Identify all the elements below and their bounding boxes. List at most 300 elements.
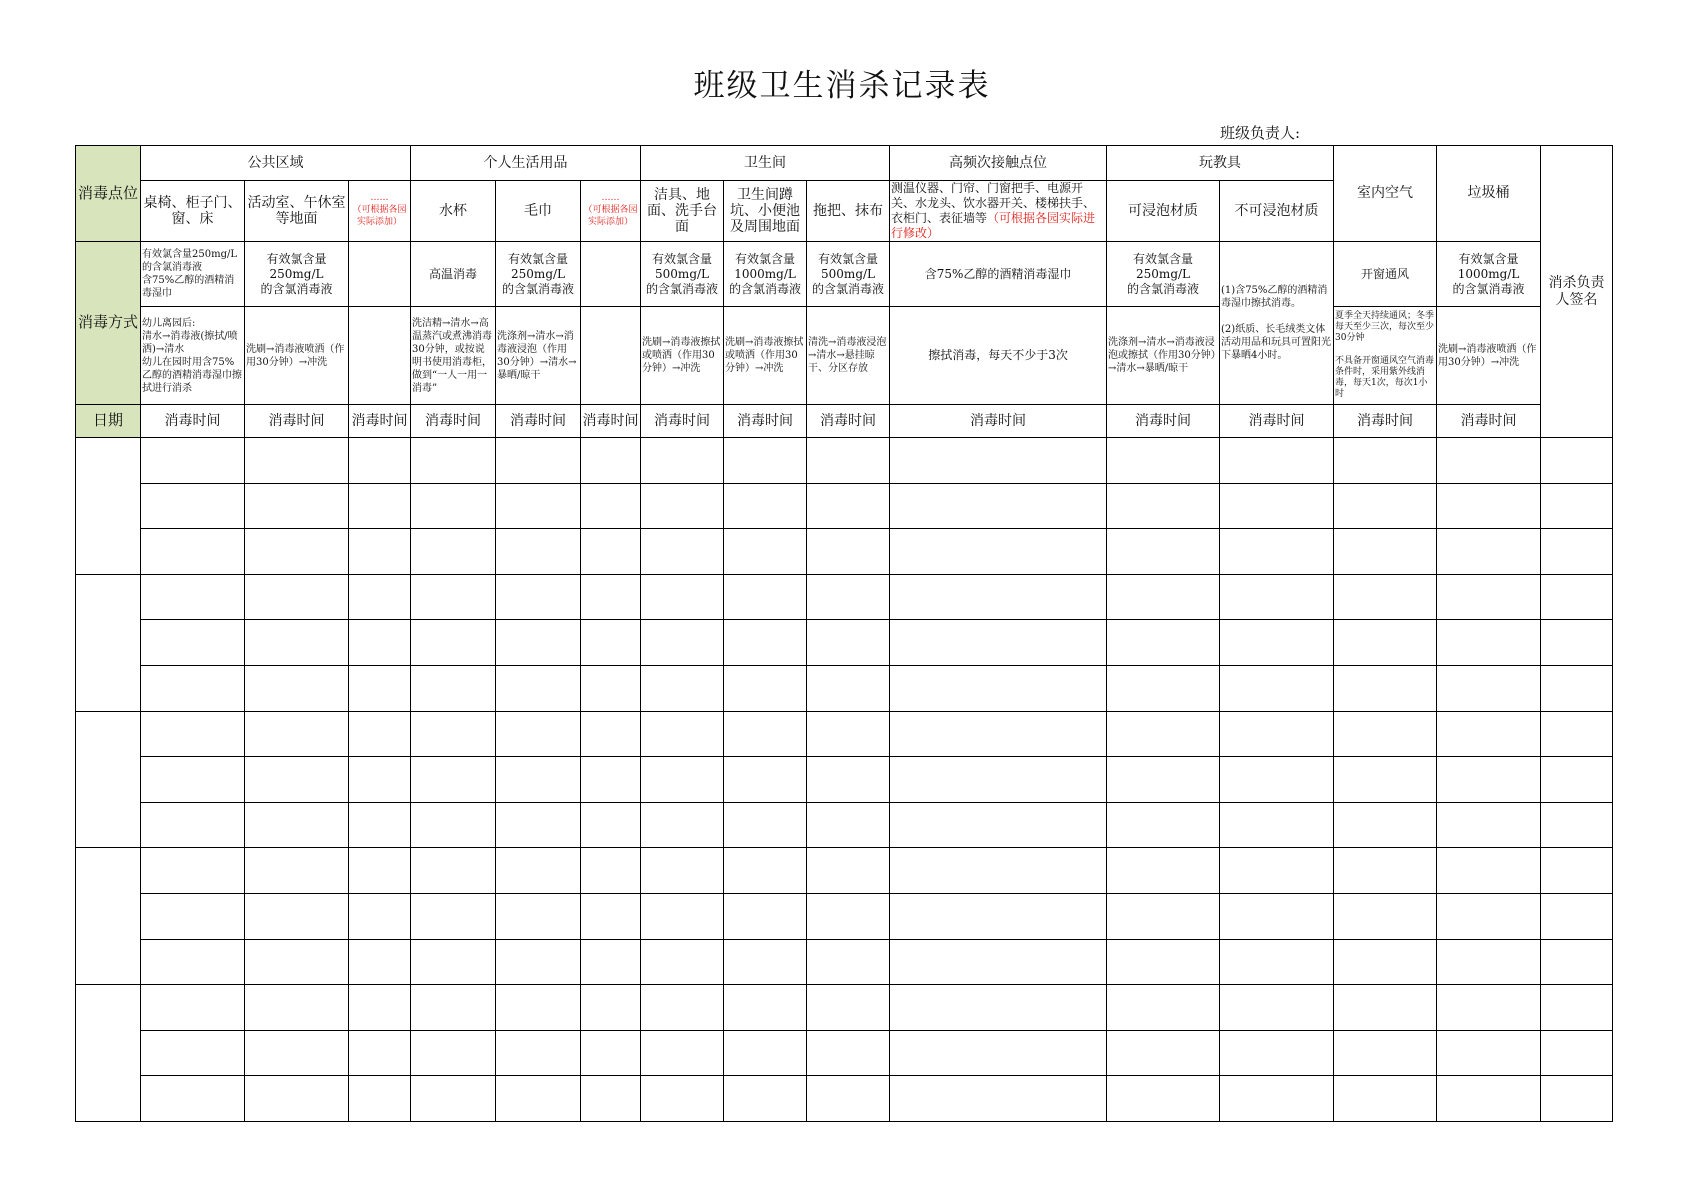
date-cell[interactable] (76, 848, 141, 985)
proc-touch: 擦拭消毒，每天不少于3次 (890, 307, 1107, 405)
record-cell[interactable] (581, 438, 641, 484)
record-cell[interactable] (1541, 939, 1613, 985)
record-cell[interactable] (496, 1030, 581, 1076)
record-cell[interactable] (411, 893, 496, 939)
sub-soak: 可浸泡材质 (1107, 181, 1220, 242)
table-row (76, 1030, 1613, 1076)
record-cell[interactable] (496, 665, 581, 711)
record-cell[interactable] (349, 483, 411, 529)
time-header: 消毒时间 (724, 405, 807, 438)
proc-towel: 洗涤剂→清水→消毒液浸泡（作用30分钟）→清水→暴晒/晾干 (496, 307, 581, 405)
record-cell[interactable] (496, 757, 581, 803)
sub-touch (890, 181, 1107, 242)
conc-touch: 含75%乙醇的酒精消毒湿巾 (890, 242, 1107, 307)
record-cell[interactable] (807, 711, 890, 757)
record-cell[interactable] (1541, 1076, 1613, 1122)
record-cell[interactable] (581, 483, 641, 529)
record-cell[interactable] (807, 893, 890, 939)
table-row (76, 757, 1613, 803)
record-cell[interactable] (807, 620, 890, 666)
record-cell[interactable] (1437, 893, 1541, 939)
record-cell[interactable] (349, 1030, 411, 1076)
proc-personal-extra (581, 307, 641, 405)
record-cell[interactable] (1437, 1030, 1541, 1076)
record-cell[interactable] (496, 1076, 581, 1122)
group-touch: 高频次接触点位 (890, 146, 1107, 181)
record-cell[interactable] (349, 438, 411, 484)
record-cell[interactable] (349, 848, 411, 894)
time-header: 消毒时间 (807, 405, 890, 438)
record-cell[interactable] (1541, 757, 1613, 803)
record-cell[interactable] (496, 711, 581, 757)
record-cell[interactable] (1334, 665, 1437, 711)
record-cell[interactable] (1220, 985, 1334, 1031)
conc-soak: 有效氯含量 250mg/L 的含氯消毒液 (1107, 242, 1220, 307)
record-cell[interactable] (496, 574, 581, 620)
proc-floor: 洗刷→消毒液喷洒（作用30分钟）→冲洗 (245, 307, 349, 405)
record-cell[interactable] (411, 665, 496, 711)
table-row (76, 802, 1613, 848)
record-cell[interactable] (1334, 939, 1437, 985)
sub-personal-extra (581, 181, 641, 242)
record-cell[interactable] (141, 620, 245, 666)
record-cell[interactable] (349, 1076, 411, 1122)
record-cell[interactable] (1220, 574, 1334, 620)
record-cell[interactable] (349, 529, 411, 575)
record-cell[interactable] (141, 802, 245, 848)
time-header: 消毒时间 (411, 405, 496, 438)
record-cell[interactable] (807, 939, 890, 985)
record-cell[interactable] (807, 757, 890, 803)
record-cell[interactable] (245, 483, 349, 529)
record-cell[interactable] (641, 1076, 724, 1122)
proc-public-extra (349, 307, 411, 405)
table-row (76, 939, 1613, 985)
record-cell[interactable] (1437, 711, 1541, 757)
record-cell[interactable] (1541, 985, 1613, 1031)
record-cell[interactable] (349, 939, 411, 985)
record-cell[interactable] (1541, 893, 1613, 939)
table-row (76, 574, 1613, 620)
record-cell[interactable] (349, 665, 411, 711)
conc-trash: 有效氯含量 1000mg/L 的含氯消毒液 (1437, 242, 1541, 307)
record-cell[interactable] (890, 893, 1107, 939)
record-cell[interactable] (641, 483, 724, 529)
record-cell[interactable] (245, 985, 349, 1031)
record-cell[interactable] (890, 665, 1107, 711)
record-cell[interactable] (890, 848, 1107, 894)
sub-floor: 活动室、午休室等地面 (245, 181, 349, 242)
record-cell[interactable] (245, 848, 349, 894)
record-cell[interactable] (1541, 848, 1613, 894)
record-cell[interactable] (724, 893, 807, 939)
record-cell[interactable] (641, 620, 724, 666)
record-cell[interactable] (807, 985, 890, 1031)
record-cell[interactable] (1437, 985, 1541, 1031)
record-cell[interactable] (724, 1030, 807, 1076)
record-cell[interactable] (890, 529, 1107, 575)
record-cell[interactable] (1334, 1030, 1437, 1076)
record-cell[interactable] (349, 711, 411, 757)
record-cell[interactable] (1334, 985, 1437, 1031)
record-cell[interactable] (245, 438, 349, 484)
record-cell[interactable] (411, 939, 496, 985)
record-cell[interactable] (1107, 985, 1220, 1031)
record-cell[interactable] (1334, 711, 1437, 757)
record-cell[interactable] (724, 620, 807, 666)
record-cell[interactable] (1541, 711, 1613, 757)
record-cell[interactable] (1107, 529, 1220, 575)
record-cell[interactable] (641, 939, 724, 985)
record-cell[interactable] (141, 574, 245, 620)
conc-nosoak: (1)含75%乙醇的酒精消毒湿巾擦拭消毒。 (2)纸质、长毛绒类文体活动用品和玩具可置阳光下暴晒4小时。 (1220, 242, 1334, 405)
record-cell[interactable] (1220, 620, 1334, 666)
record-cell[interactable] (411, 711, 496, 757)
public-extra-note: （可根据各园实际添加） (352, 205, 407, 227)
proc-squat: 洗刷→消毒液擦拭或喷洒（作用30分钟）→冲洗 (724, 307, 807, 405)
record-cell[interactable] (1107, 757, 1220, 803)
time-header: 消毒时间 (141, 405, 245, 438)
record-cell[interactable] (641, 802, 724, 848)
record-cell[interactable] (349, 620, 411, 666)
record-cell[interactable] (890, 483, 1107, 529)
record-cell[interactable] (724, 985, 807, 1031)
record-cell[interactable] (581, 848, 641, 894)
touch-items: 测温仪器、门帘、门窗把手、电源开关、水龙头、饮水器开关、楼梯扶手、衣柜门、表征墙等 (891, 181, 1096, 225)
record-cell[interactable] (641, 711, 724, 757)
proc-trash: 洗刷→消毒液喷洒（作用30分钟）→冲洗 (1437, 307, 1541, 405)
record-cell[interactable] (641, 529, 724, 575)
record-cell[interactable] (1437, 529, 1541, 575)
record-cell[interactable] (581, 574, 641, 620)
record-cell[interactable] (641, 574, 724, 620)
record-cell[interactable] (1220, 483, 1334, 529)
record-cell[interactable] (641, 1030, 724, 1076)
record-cell[interactable] (1334, 483, 1437, 529)
record-cell[interactable] (641, 438, 724, 484)
time-header: 消毒时间 (1107, 405, 1220, 438)
record-cell[interactable] (1437, 757, 1541, 803)
group-toys: 玩教具 (1107, 146, 1334, 181)
record-cell[interactable] (245, 529, 349, 575)
record-cell[interactable] (581, 1030, 641, 1076)
record-cell[interactable] (581, 1076, 641, 1122)
record-cell[interactable] (1220, 848, 1334, 894)
record-cell[interactable] (411, 757, 496, 803)
record-cell[interactable] (245, 665, 349, 711)
record-cell[interactable] (245, 802, 349, 848)
record-cell[interactable] (1541, 438, 1613, 484)
record-cell[interactable] (641, 757, 724, 803)
personal-extra-note: （可根据各园实际添加） (583, 205, 638, 227)
record-cell[interactable] (890, 711, 1107, 757)
conc-cup: 高温消毒 (411, 242, 496, 307)
record-cell[interactable] (1437, 665, 1541, 711)
record-cell[interactable] (1334, 848, 1437, 894)
record-cell[interactable] (141, 665, 245, 711)
record-cell[interactable] (349, 802, 411, 848)
record-cell[interactable] (890, 1076, 1107, 1122)
record-cell[interactable] (1541, 483, 1613, 529)
record-cell[interactable] (1334, 1076, 1437, 1122)
sub-desk: 桌椅、柜子门、窗、床 (141, 181, 245, 242)
record-cell[interactable] (890, 802, 1107, 848)
record-cell[interactable] (496, 483, 581, 529)
date-cell[interactable] (76, 711, 141, 848)
personal-extra-dots: …… (601, 193, 620, 204)
sub-mop: 拖把、抹布 (807, 181, 890, 242)
record-cell[interactable] (1437, 802, 1541, 848)
record-cell[interactable] (724, 802, 807, 848)
record-cell[interactable] (349, 893, 411, 939)
record-cell[interactable] (724, 665, 807, 711)
record-cell[interactable] (411, 1076, 496, 1122)
record-cell[interactable] (890, 757, 1107, 803)
page-title: 班级卫生消杀记录表 (693, 68, 991, 104)
record-cell[interactable] (890, 574, 1107, 620)
record-cell[interactable] (496, 620, 581, 666)
record-cell[interactable] (141, 893, 245, 939)
record-cell[interactable] (641, 665, 724, 711)
record-cell[interactable] (581, 620, 641, 666)
record-cell[interactable] (724, 1076, 807, 1122)
record-cell[interactable] (890, 985, 1107, 1031)
location-row-label: 消毒点位 (76, 146, 141, 242)
record-cell[interactable] (1107, 939, 1220, 985)
record-cell[interactable] (724, 711, 807, 757)
record-cell[interactable] (411, 1030, 496, 1076)
record-cell[interactable] (1437, 438, 1541, 484)
record-cell[interactable] (141, 757, 245, 803)
record-cell[interactable] (1220, 711, 1334, 757)
record-cell[interactable] (496, 985, 581, 1031)
method-row-label: 消毒方式 (76, 242, 141, 405)
date-cell[interactable] (76, 574, 141, 711)
record-cell[interactable] (245, 939, 349, 985)
record-cell[interactable] (890, 939, 1107, 985)
record-cell[interactable] (141, 1076, 245, 1122)
record-cell[interactable] (349, 985, 411, 1031)
record-cell[interactable] (724, 529, 807, 575)
proc-desk: 幼儿离园后: 清水→消毒液(擦拭/喷洒)→清水 幼儿在园时用含75%乙醇的酒精消毒湿巾擦拭进行消杀 (141, 307, 245, 405)
record-cell[interactable] (581, 757, 641, 803)
record-cell[interactable] (496, 529, 581, 575)
record-cell[interactable] (581, 939, 641, 985)
record-cell[interactable] (807, 802, 890, 848)
time-header: 消毒时间 (1437, 405, 1541, 438)
record-cell[interactable] (1220, 438, 1334, 484)
record-cell[interactable] (807, 574, 890, 620)
record-cell[interactable] (245, 893, 349, 939)
record-cell[interactable] (1220, 939, 1334, 985)
record-cell[interactable] (1541, 620, 1613, 666)
record-cell[interactable] (724, 848, 807, 894)
record-cell[interactable] (411, 848, 496, 894)
record-cell[interactable] (141, 1030, 245, 1076)
record-cell[interactable] (1437, 620, 1541, 666)
record-cell[interactable] (411, 574, 496, 620)
record-cell[interactable] (1107, 665, 1220, 711)
record-cell[interactable] (1541, 1030, 1613, 1076)
disinfection-record-table (75, 145, 1613, 1122)
table-row (76, 1076, 1613, 1122)
time-header: 消毒时间 (245, 405, 349, 438)
table-row (76, 848, 1613, 894)
record-cell[interactable] (1107, 1030, 1220, 1076)
record-cell[interactable] (1334, 574, 1437, 620)
record-cell[interactable] (1220, 893, 1334, 939)
record-cell[interactable] (890, 620, 1107, 666)
record-cell[interactable] (807, 1076, 890, 1122)
record-cell[interactable] (1541, 529, 1613, 575)
record-cell[interactable] (1107, 893, 1220, 939)
group-public: 公共区域 (141, 146, 411, 181)
record-cell[interactable] (141, 985, 245, 1031)
record-cell[interactable] (141, 939, 245, 985)
record-cell[interactable] (807, 438, 890, 484)
record-cell[interactable] (245, 1076, 349, 1122)
record-cell[interactable] (496, 438, 581, 484)
record-cell[interactable] (411, 483, 496, 529)
record-cell[interactable] (1220, 529, 1334, 575)
record-cell[interactable] (807, 1030, 890, 1076)
record-cell[interactable] (1437, 848, 1541, 894)
table-row (76, 438, 1613, 484)
conc-public-extra (349, 242, 411, 307)
record-cell[interactable] (807, 529, 890, 575)
record-cell[interactable] (1107, 1076, 1220, 1122)
record-cell[interactable] (1334, 893, 1437, 939)
record-cell[interactable] (581, 665, 641, 711)
group-toilet: 卫生间 (641, 146, 890, 181)
group-trash: 垃圾桶 (1437, 146, 1541, 242)
record-cell[interactable] (1220, 665, 1334, 711)
record-cell[interactable] (141, 711, 245, 757)
conc-mop: 有效氯含量 500mg/L 的含氯消毒液 (807, 242, 890, 307)
record-cell[interactable] (1107, 802, 1220, 848)
record-cell[interactable] (1107, 620, 1220, 666)
record-cell[interactable] (641, 848, 724, 894)
record-cell[interactable] (724, 574, 807, 620)
record-cell[interactable] (1437, 483, 1541, 529)
record-cell[interactable] (1334, 529, 1437, 575)
record-cell[interactable] (245, 711, 349, 757)
record-cell[interactable] (245, 757, 349, 803)
record-cell[interactable] (1334, 438, 1437, 484)
record-cell[interactable] (581, 802, 641, 848)
record-cell[interactable] (1334, 620, 1437, 666)
record-cell[interactable] (411, 985, 496, 1031)
record-cell[interactable] (1107, 438, 1220, 484)
record-cell[interactable] (641, 893, 724, 939)
record-cell[interactable] (890, 438, 1107, 484)
time-header: 消毒时间 (1220, 405, 1334, 438)
record-cell[interactable] (724, 757, 807, 803)
record-cell[interactable] (807, 848, 890, 894)
table-row (76, 985, 1613, 1031)
record-cell[interactable] (1220, 1030, 1334, 1076)
record-cell[interactable] (1437, 1076, 1541, 1122)
conc-floor: 有效氯含量 250mg/L 的含氯消毒液 (245, 242, 349, 307)
record-cell[interactable] (807, 665, 890, 711)
record-cell[interactable] (496, 939, 581, 985)
record-cell[interactable] (349, 574, 411, 620)
record-cell[interactable] (411, 529, 496, 575)
record-cell[interactable] (1107, 574, 1220, 620)
record-cell[interactable] (581, 985, 641, 1031)
record-cell[interactable] (1220, 757, 1334, 803)
record-cell[interactable] (1541, 574, 1613, 620)
record-cell[interactable] (496, 802, 581, 848)
record-cell[interactable] (807, 483, 890, 529)
record-cell[interactable] (1541, 802, 1613, 848)
record-cell[interactable] (581, 529, 641, 575)
sub-public-extra (349, 181, 411, 242)
record-cell[interactable] (141, 529, 245, 575)
record-cell[interactable] (411, 438, 496, 484)
record-cell[interactable] (496, 848, 581, 894)
time-header: 消毒时间 (641, 405, 724, 438)
touch-note: （可根据各园实际进行修改） (891, 211, 1096, 240)
record-cell[interactable] (1334, 802, 1437, 848)
record-cell[interactable] (1107, 848, 1220, 894)
record-cell[interactable] (641, 985, 724, 1031)
record-cell[interactable] (245, 574, 349, 620)
conc-fixture: 有效氯含量 500mg/L 的含氯消毒液 (641, 242, 724, 307)
record-cell[interactable] (581, 893, 641, 939)
proc-soak: 洗涤剂→清水→消毒液浸泡或擦拭（作用30分钟）→清水→暴晒/晾干 (1107, 307, 1220, 405)
record-cell[interactable] (1541, 665, 1613, 711)
record-cell[interactable] (1437, 939, 1541, 985)
record-cell[interactable] (724, 438, 807, 484)
date-cell[interactable] (76, 438, 141, 575)
record-cell[interactable] (141, 483, 245, 529)
proc-cup: 洗洁精→清水→高温蒸汽或煮沸消毒30分钟，或按说明书使用消毒柜，做到“一人一用一消毒” (411, 307, 496, 405)
record-cell[interactable] (1437, 574, 1541, 620)
record-cell[interactable] (245, 620, 349, 666)
record-cell[interactable] (411, 802, 496, 848)
group-personal: 个人生活用品 (411, 146, 641, 181)
record-cell[interactable] (349, 757, 411, 803)
record-cell[interactable] (1334, 757, 1437, 803)
record-cell[interactable] (141, 848, 245, 894)
record-cell[interactable] (1220, 802, 1334, 848)
record-cell[interactable] (496, 893, 581, 939)
record-cell[interactable] (724, 483, 807, 529)
time-header: 消毒时间 (581, 405, 641, 438)
table-row (76, 620, 1613, 666)
conc-squat: 有效氯含量 1000mg/L 的含氯消毒液 (724, 242, 807, 307)
time-header: 消毒时间 (349, 405, 411, 438)
date-cell[interactable] (76, 985, 141, 1122)
record-cell[interactable] (724, 939, 807, 985)
conc-towel: 有效氯含量 250mg/L 的含氯消毒液 (496, 242, 581, 307)
sub-squat: 卫生间蹲坑、小便池及周围地面 (724, 181, 807, 242)
entry-rows (76, 438, 1613, 1122)
conc-air: 开窗通风 (1334, 242, 1437, 307)
record-cell[interactable] (890, 1030, 1107, 1076)
record-cell[interactable] (1107, 483, 1220, 529)
record-cell[interactable] (1220, 1076, 1334, 1122)
record-cell[interactable] (581, 711, 641, 757)
record-cell[interactable] (411, 620, 496, 666)
conc-desk: 有效氯含量250mg/L的含氯消毒液 含75%乙醇的酒精消毒湿巾 (141, 242, 245, 307)
record-cell[interactable] (141, 438, 245, 484)
table-row (76, 893, 1613, 939)
conc-personal-extra (581, 242, 641, 307)
record-cell[interactable] (1107, 711, 1220, 757)
record-cell[interactable] (245, 1030, 349, 1076)
